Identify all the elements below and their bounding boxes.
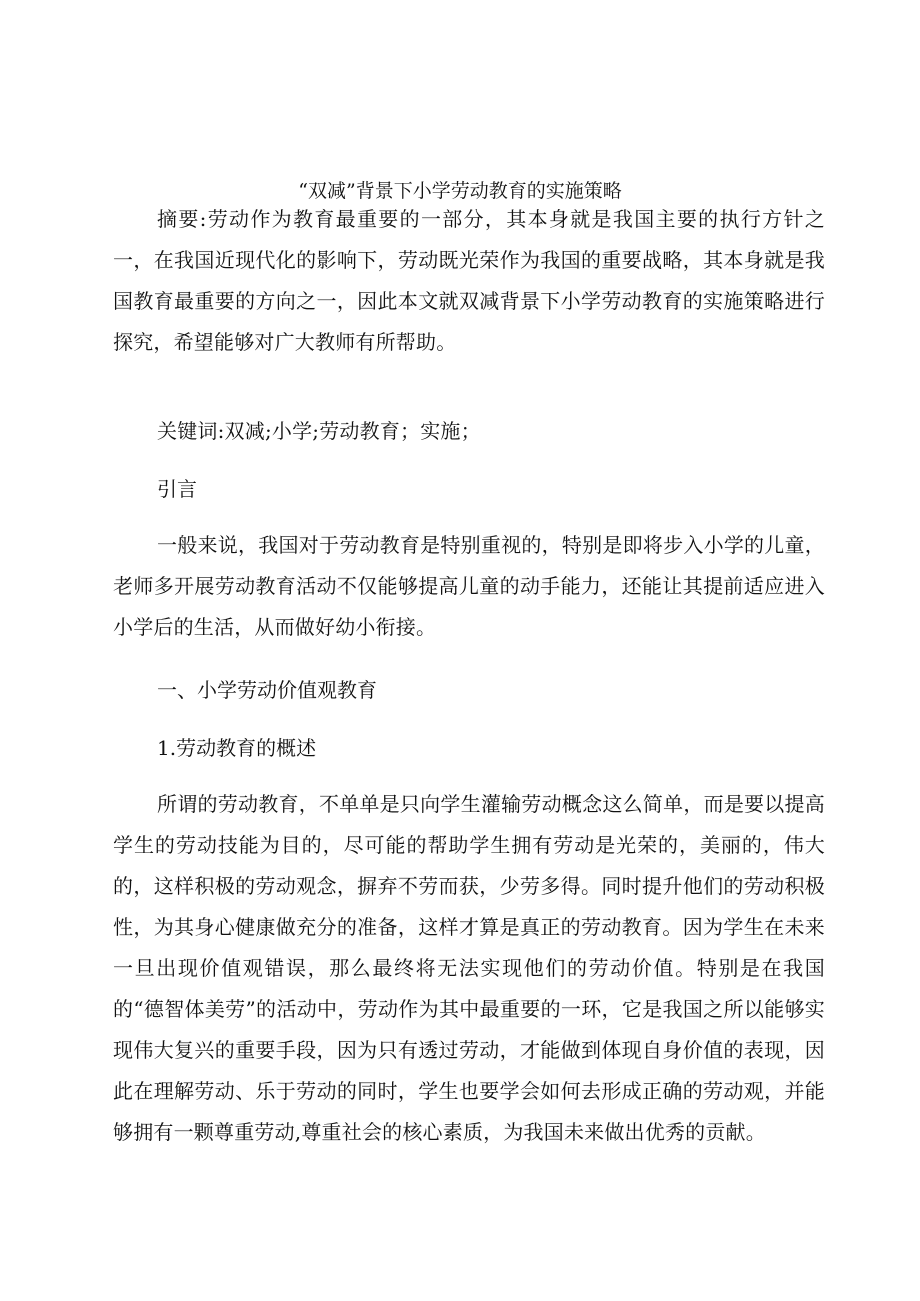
section1-heading: 一、小学劳动价值观教育 (157, 678, 377, 702)
subsection1-paragraph: 所谓的劳动教育，不单单是只向学生灌输劳动概念这么简单，而是要以提高学生的劳动技能为目的，尽可能的帮助学生拥有劳动是光荣的，美丽的，伟大的，这样积极的劳动观念，摒弃不劳而获，少劳多得。同时提升他们的劳动积极性，为其身心健康做充分的准备，这样才算是真正的劳动教育。因为学生在未来一旦出现价值观错误，那么最终将无法实现他们的劳动价值。特别是在我国的“德智体美劳”的活动中，劳动作为其中最重要的一环，它是我国之所以能够实现伟大复兴的重要手段，因为只有透过劳动，才能做到体现自身价值的表现，因此在理解劳动、乐于劳动的同时，学生也要学会如何去形成正确的劳动观，并能够拥有一颗尊重劳动,尊重社会的核心素质，为我国未来做出优秀的贡献。 (113, 792, 825, 1144)
abstract-paragraph: 摘要:劳动作为教育最重要的一部分，其本身就是我国主要的执行方针之一，在我国近现代化的影响下，劳动既光荣作为我国的重要战略，其本身就是我国教育最重要的方向之一，因此本文就双减背景下小学劳动教育的实施策略进行探究，希望能够对广大教师有所帮助。 (113, 207, 825, 354)
keywords-line: 关键词:双减;小学;劳动教育；实施； (157, 419, 481, 443)
document-title: “双减”背景下小学劳动教育的实施策略 (298, 180, 622, 202)
intro-heading: 引言 (157, 477, 197, 501)
subsection1-heading: 1.劳动教育的概述 (157, 736, 317, 760)
intro-paragraph: 一般来说，我国对于劳动教育是特别重视的，特别是即将步入小学的儿童，老师多开展劳动教育活动不仅能够提高儿童的动手能力，还能让其提前适应进入小学后的生活，从而做好幼小衔接。 (113, 533, 825, 639)
